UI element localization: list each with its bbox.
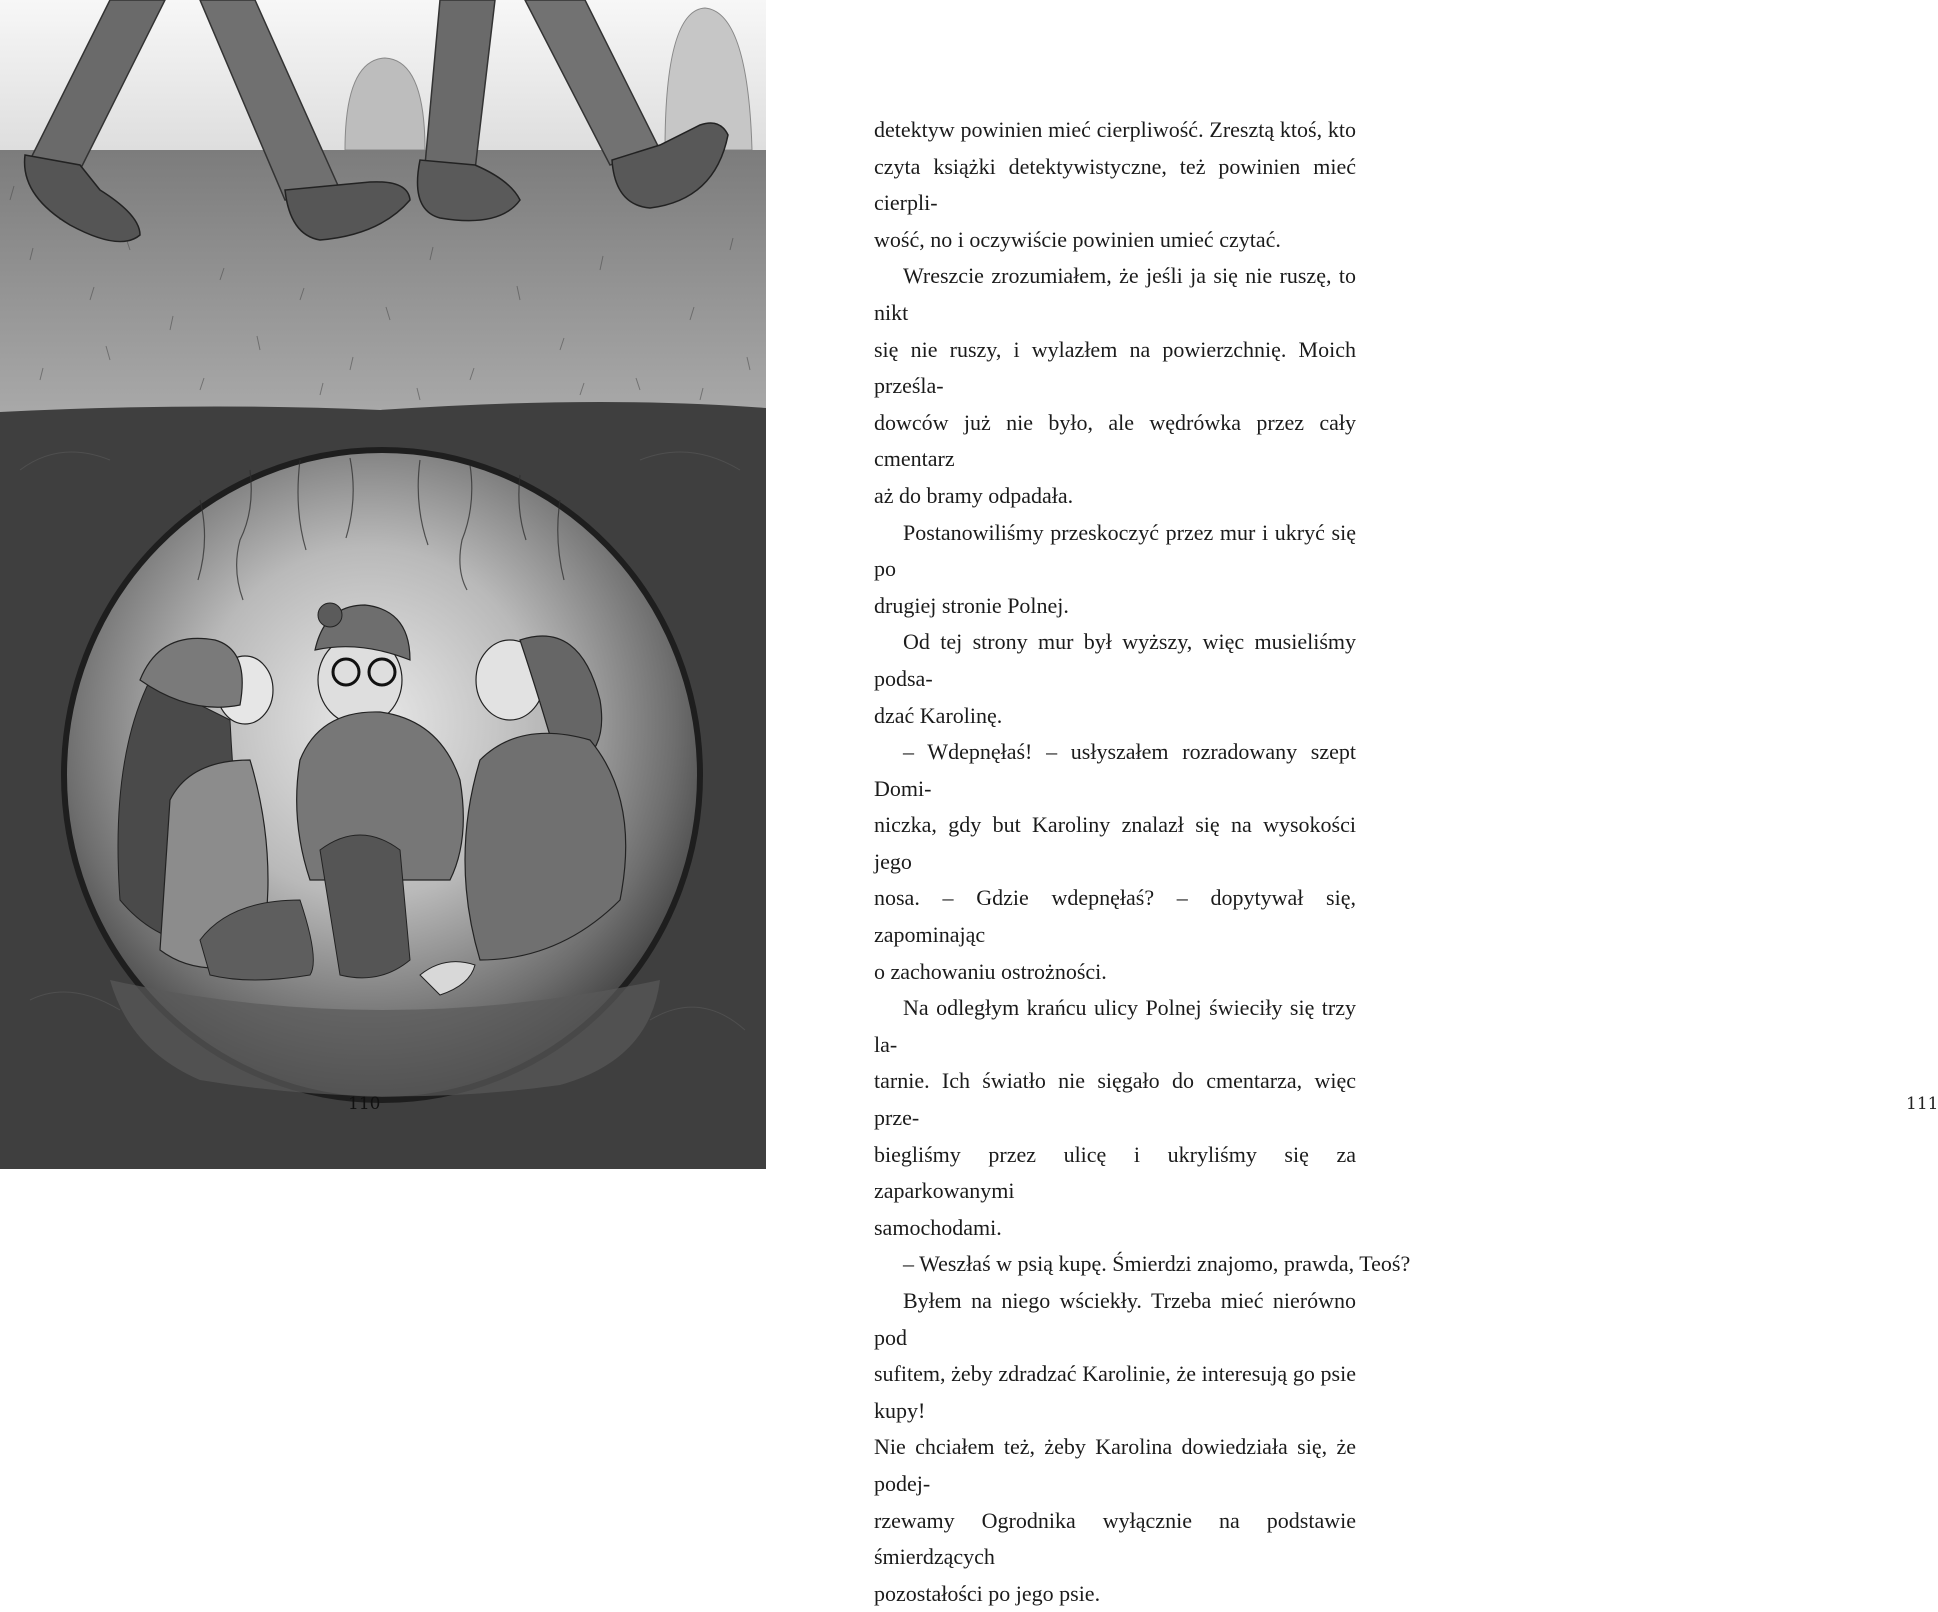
text-line: pozostałości po jego psie. xyxy=(874,1580,1101,1606)
text-line: Nie chciałem też, żeby Karolina dowiedziała się, że podej- xyxy=(874,1434,1356,1496)
text-line: Od tej strony mur był wyższy, więc musieliśmy podsa- xyxy=(874,629,1356,691)
right-page xyxy=(766,0,1938,1606)
text-line: dzać Karolinę. xyxy=(874,702,1003,728)
text-line: samochodami. xyxy=(874,1214,1002,1240)
text-line: Na odległym krańcu ulicy Polnej świeciły się trzy la- xyxy=(874,995,1356,1057)
text-line: wość, no i oczywiście powinien umieć czytać. xyxy=(874,226,1281,252)
body-text xyxy=(874,112,1411,1612)
text-line: czyta książki detektywistyczne, też powinien mieć cierpli- xyxy=(874,153,1356,216)
text-line: się nie ruszy, i wylazłem na powierzchnię. Moich prześla- xyxy=(874,336,1356,399)
boy-hat-pompom xyxy=(318,603,342,627)
text-line: biegliśmy przez ulicę i ukryliśmy się za zaparkowanymi xyxy=(874,1141,1356,1204)
page-number-right: 111 xyxy=(1906,1094,1938,1114)
text-line: – Wdepnęłaś! – usłyszałem rozradowany szept Domi- xyxy=(874,739,1356,801)
text-line: sufitem, żeby zdradzać Karolinie, że interesują go psie kupy! xyxy=(874,1361,1356,1423)
text-line: detektyw powinien mieć cierpliwość. Zresztą ktoś, kto xyxy=(874,117,1356,142)
text-line: nosa. – Gdzie wdepnęłaś? – dopytywał się, zapominając xyxy=(874,885,1356,948)
text-line: aż do bramy odpadała. xyxy=(874,482,1074,508)
text-line: Byłem na niego wściekły. Trzeba mieć nierówno pod xyxy=(874,1288,1356,1350)
illustration xyxy=(0,0,766,1169)
text-line: Postanowiliśmy przeskoczyć przez mur i ukryć się po xyxy=(874,519,1356,582)
text-line: – Weszłaś w psią kupę. Śmierdzi znajomo, prawda, Teoś? xyxy=(903,1251,1411,1277)
text-line: dowców już nie było, ale wędrówka przez cały cmentarz xyxy=(874,409,1356,472)
text-line: Wreszcie zrozumiałem, że jeśli ja się nie ruszę, to nikt xyxy=(874,263,1356,325)
left-page xyxy=(0,0,766,1169)
text-line: niczka, gdy but Karoliny znalazł się na wysokości jego xyxy=(874,812,1356,874)
page-number-left: 110 xyxy=(348,1094,381,1114)
text-line: tarnie. Ich światło nie sięgało do cmentarza, więc prze- xyxy=(874,1068,1356,1131)
text-line: o zachowaniu ostrożności. xyxy=(874,958,1107,984)
text-line: rzewamy Ogrodnika wyłącznie na podstawie śmierdzących xyxy=(874,1507,1356,1570)
text-line: drugiej stronie Polnej. xyxy=(874,592,1069,618)
